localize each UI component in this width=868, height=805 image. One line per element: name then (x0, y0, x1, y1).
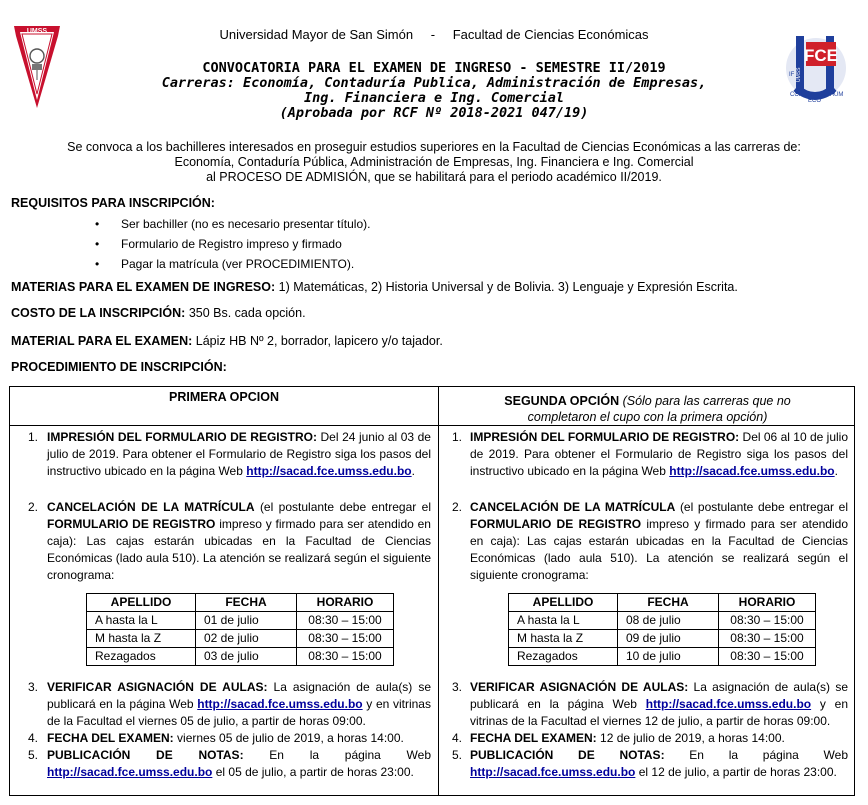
item-text: el 05 de julio, a partir de horas 23:00. (215, 765, 414, 779)
segunda-item-4 (470, 730, 848, 747)
item-number: 4. (451, 731, 462, 745)
fce-logo-text: FCE (804, 46, 838, 65)
title-line-3: Ing. Financiera e Ing. Comercial (303, 90, 565, 106)
segunda-opcion-title: SEGUNDA OPCIÓN (504, 394, 620, 408)
table-cell: 08:30 – 15:00 (719, 612, 816, 630)
university-name: Universidad Mayor de San Simón (219, 27, 414, 42)
item-text: Del 24 junio al 03 de julio de 2019. Para obtener el Formulario de Registro siga los pasos del instructivo ubicado en la página Web (47, 430, 431, 478)
item-number: 3. (27, 680, 38, 694)
item-text: (el postulante debe entregar el (679, 500, 848, 514)
table-cell: 02 de julio (196, 630, 297, 648)
table-row (509, 630, 816, 648)
table-cell: 08 de julio (618, 612, 719, 630)
table-cell: 08:30 – 15:00 (297, 612, 394, 630)
segunda-item-5 (470, 747, 848, 781)
item-text: La asignación de aula(s) se publicará en la página Web (470, 680, 848, 711)
item-text: viernes 05 de julio de 2019, a horas 14:00. (177, 731, 404, 745)
table-row (509, 648, 816, 666)
table-cell: A hasta la L (509, 612, 618, 630)
table-row (509, 612, 816, 630)
intro-line-2: Economía, Contaduría Pública, Administración de Empresas, Ing. Financiera e Ing. Comercial (174, 155, 694, 169)
table-row (87, 648, 394, 666)
table-cell: 03 de julio (196, 648, 297, 666)
item-label: VERIFICAR ASIGNACIÓN DE AULAS: (470, 680, 689, 694)
item-label: FORMULARIO DE REGISTRO (47, 517, 216, 531)
costo-line (11, 306, 306, 320)
item-label: FECHA DEL EXAMEN: (470, 731, 597, 745)
table-cell: Rezagados (87, 648, 196, 666)
item-label: FORMULARIO DE REGISTRO (470, 517, 642, 531)
item-number: 5. (27, 748, 38, 762)
item-label: PUBLICACIÓN DE NOTAS: (47, 748, 244, 762)
header-line (0, 27, 868, 42)
item-label: CANCELACIÓN DE LA MATRÍCULA (470, 500, 676, 514)
item-number: 1. (451, 430, 462, 444)
primera-opcion-heading: PRIMERA OPCION (169, 390, 279, 404)
intro-paragraph (0, 140, 868, 185)
list-item: • Pagar la matrícula (ver PROCEDIMIENTO). (95, 254, 370, 274)
primera-item-4 (47, 730, 431, 747)
item-label: VERIFICAR ASIGNACIÓN DE AULAS: (47, 680, 268, 694)
table-row (87, 612, 394, 630)
schedule-header: APELLIDO (509, 594, 618, 612)
item-text: (el postulante debe entregar el (259, 500, 431, 514)
schedule-header: HORARIO (719, 594, 816, 612)
table-cell: 08:30 – 15:00 (297, 648, 394, 666)
table-cell: M hasta la Z (509, 630, 618, 648)
item-label: PUBLICACIÓN DE NOTAS: (470, 748, 665, 762)
list-item: • Formulario de Registro impreso y firmado (95, 234, 370, 254)
intro-line-1: Se convoca a los bachilleres interesados en proseguir estudios superiores en la Facultad de Ciencias Económicas a las carreras de: (67, 140, 801, 154)
page-title: CONVOCATORIA PARA EL EXAMEN DE INGRESO - SEMESTRE II/2019 (202, 60, 666, 76)
header-separator: - (430, 27, 436, 42)
segunda-opcion-heading (439, 393, 856, 425)
item-number: 4. (27, 731, 38, 745)
table-cell: A hasta la L (87, 612, 196, 630)
item-text: y en vitrinas de la Facultad el viernes 05 de julio, a partir de horas 09:00. (47, 697, 431, 728)
segunda-item-2 (470, 499, 848, 584)
item-number: 3. (451, 680, 462, 694)
schedule-header: APELLIDO (87, 594, 196, 612)
material-line (11, 334, 443, 348)
item-label: IMPRESIÓN DEL FORMULARIO DE REGISTRO: (47, 430, 317, 444)
sacad-link[interactable]: http://sacad.fce.umss.edu.bo (246, 464, 412, 478)
table-cell: 08:30 – 15:00 (297, 630, 394, 648)
fce-logo-umss: UMSS (796, 67, 802, 82)
segunda-schedule-table (508, 593, 816, 666)
table-cell: 10 de julio (618, 648, 719, 666)
fce-logo-eco: ECO (808, 98, 822, 104)
intro-line-3: al PROCESO DE ADMISIÓN, que se habilitará para el periodo académico II/2019. (206, 170, 662, 184)
primera-schedule-table (86, 593, 394, 666)
table-cell: M hasta la Z (87, 630, 196, 648)
item-label: CANCELACIÓN DE LA MATRÍCULA (47, 500, 255, 514)
segunda-opcion-note-a: (Sólo para las carreras que no (622, 394, 791, 408)
item-text: En la página Web (269, 748, 431, 762)
material-label: MATERIAL PARA EL EXAMEN: (11, 334, 193, 348)
item-label: IMPRESIÓN DEL FORMULARIO DE REGISTRO: (470, 430, 740, 444)
procedimiento-table (9, 386, 855, 796)
item-text: impreso y firmado para ser atendido en caja): Las cajas estarán ubicadas en la Facultad de Ciencias Económicas (lado aula 510). La atención se realizará según el siguiente cronograma: (47, 517, 431, 582)
primera-item-2 (47, 499, 431, 584)
item-number: 2. (27, 500, 38, 514)
fce-logo-aum: AUM (830, 92, 844, 98)
item-text: 12 de julio de 2019, a horas 14:00. (600, 731, 785, 745)
umss-logo-text: UMSS (26, 28, 48, 35)
item-text: y en vitrinas de la Facultad el viernes 12 de julio, a partir de horas 09:00. (470, 697, 849, 728)
fce-logo-ccp: CCP (790, 92, 803, 98)
sacad-link[interactable]: http://sacad.fce.umss.edu.bo (47, 765, 213, 779)
list-item: • Ser bachiller (no es necesario presentar título). (95, 214, 370, 234)
item-text: Del 06 al 10 de julio de 2019. Para obtener el Formulario de Registro siga los pasos del instructivo ubicado en la página Web (470, 430, 848, 478)
materias-line (11, 280, 738, 294)
item-text: impreso y firmado para ser atendido en caja): Las cajas estarán ubicadas en la Facultad de Ciencias Económicas (lado aula 510). La atención se realizará según el siguiente cronograma: (470, 517, 848, 582)
schedule-header: HORARIO (297, 594, 394, 612)
schedule-header: FECHA (618, 594, 719, 612)
segunda-opcion-note-b: completaron el cupo con la primera opción) (527, 410, 768, 424)
schedule-header: FECHA (196, 594, 297, 612)
requisitos-list (95, 214, 370, 274)
item-number: 1. (27, 430, 38, 444)
table-cell: Rezagados (509, 648, 618, 666)
segunda-item-3 (470, 679, 848, 730)
item-label: FECHA DEL EXAMEN: (47, 731, 174, 745)
item-number: 2. (451, 500, 462, 514)
costo-label: COSTO DE LA INSCRIPCIÓN: (11, 306, 186, 320)
table-row (87, 630, 394, 648)
requisitos-heading: REQUISITOS PARA INSCRIPCIÓN: (11, 196, 215, 210)
materias-text: 1) Matemáticas, 2) Historia Universal y de Bolivia. 3) Lenguaje y Expresión Escrita. (278, 280, 738, 294)
procedimiento-heading: PROCEDIMIENTO DE INSCRIPCIÓN: (11, 360, 227, 374)
material-text: Lápiz HB Nº 2, borrador, lapicero y/o tajador. (195, 334, 443, 348)
sacad-link[interactable]: http://sacad.fce.umss.edu.bo (669, 464, 835, 478)
fce-logo-if: IF (789, 72, 795, 78)
faculty-name: Facultad de Ciencias Económicas (452, 27, 649, 42)
item-text: La asignación de aula(s) se publicará en la página Web (47, 680, 431, 711)
table-cell: 01 de julio (196, 612, 297, 630)
sacad-link[interactable]: http://sacad.fce.umss.edu.bo (197, 697, 363, 711)
item-number: 5. (451, 748, 462, 762)
table-cell: 08:30 – 15:00 (719, 630, 816, 648)
primera-item-3 (47, 679, 431, 730)
materias-label: MATERIAS PARA EL EXAMEN DE INGRESO: (11, 280, 276, 294)
sacad-link[interactable]: http://sacad.fce.umss.edu.bo (470, 765, 636, 779)
segunda-item-1: IMPRESIÓN DEL FORMULARIO DE REGISTRO: Del 06 al 10 de julio de 2019. Para obtener el Formulario de Registro siga los pasos del instructivo ubicado en la página Web http://sacad.fce.umss.edu.bo. (470, 430, 848, 478)
primera-item-1: IMPRESIÓN DEL FORMULARIO DE REGISTRO: Del 24 junio al 03 de julio de 2019. Para obtener el Formulario de Registro siga los pasos del instructivo ubicado en la página Web http://sacad.fce.umss.edu.bo. (47, 430, 431, 478)
title-line-2: Carreras: Economía, Contaduría Publica, Administración de Empresas, (161, 75, 707, 91)
table-cell: 09 de julio (618, 630, 719, 648)
table-cell: 08:30 – 15:00 (719, 648, 816, 666)
costo-text: 350 Bs. cada opción. (188, 306, 306, 320)
item-text: En la página Web (689, 748, 848, 762)
sacad-link[interactable]: http://sacad.fce.umss.edu.bo (645, 697, 812, 711)
title-line-4: (Aprobada por RCF Nº 2018-2021 047/19) (279, 105, 589, 121)
primera-item-5 (47, 747, 431, 781)
item-text: el 12 de julio, a partir de horas 23:00. (638, 765, 837, 779)
